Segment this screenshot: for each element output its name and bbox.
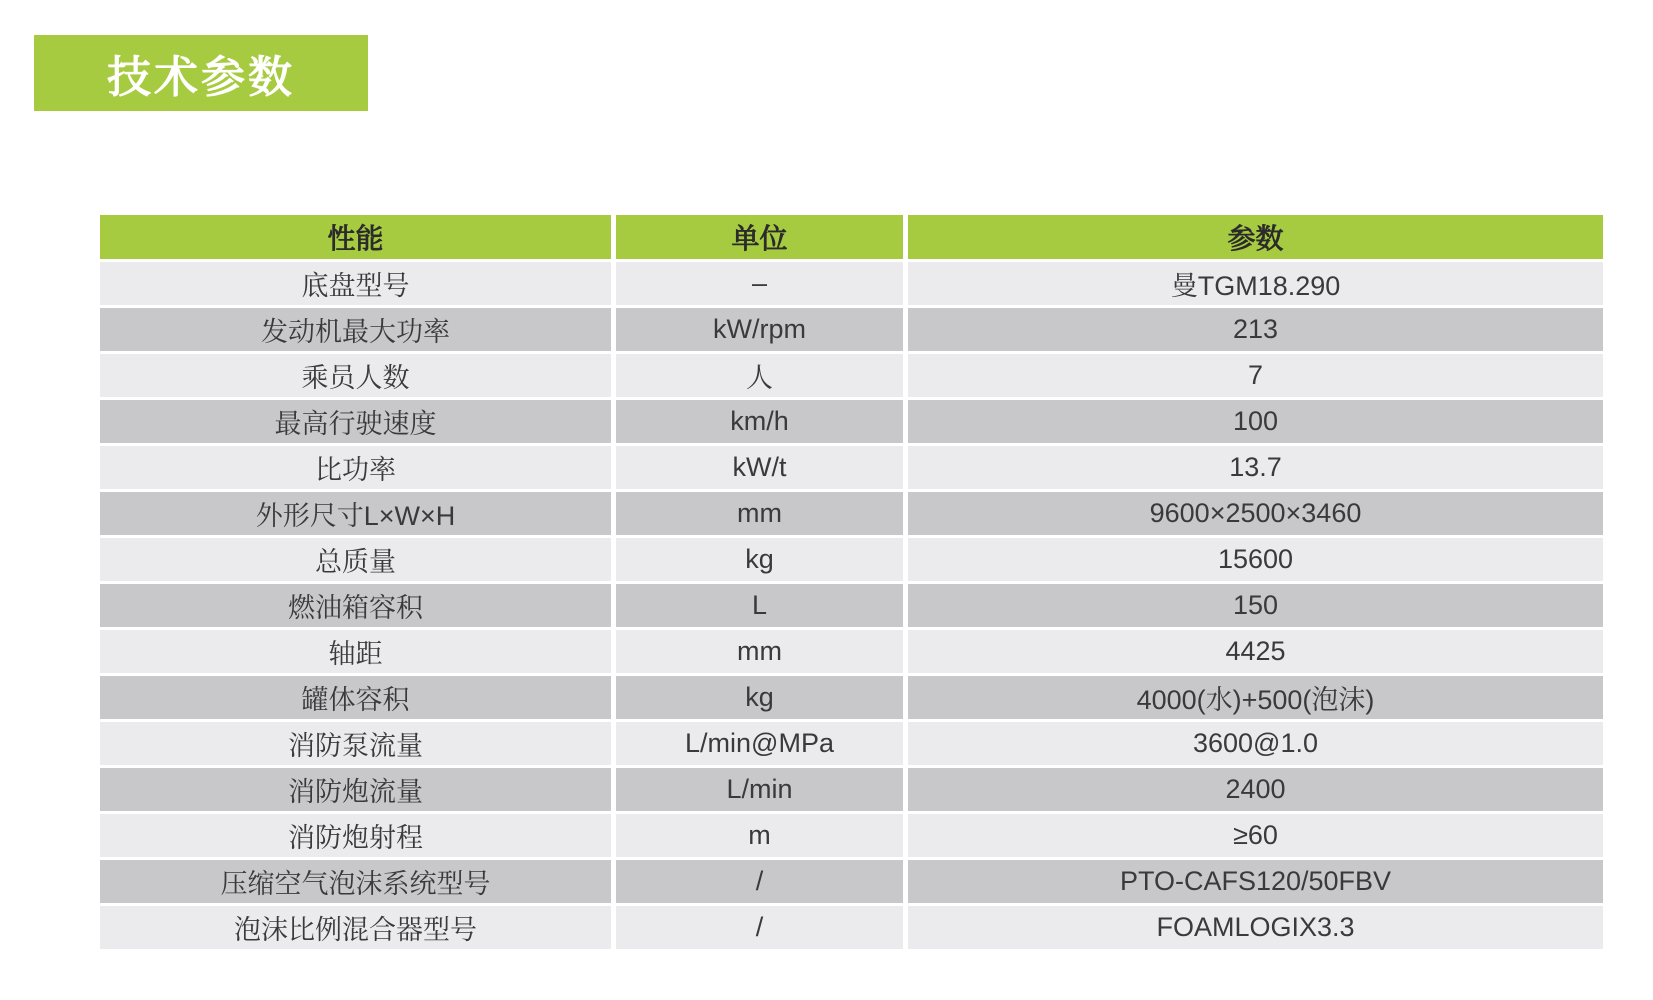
spec-name: 消防炮流量	[100, 768, 611, 811]
spec-value: 4425	[908, 630, 1603, 673]
spec-name: 乘员人数	[100, 354, 611, 397]
spec-name: 泡沫比例混合器型号	[100, 906, 611, 949]
spec-name: 压缩空气泡沫系统型号	[100, 860, 611, 903]
spec-value: 2400	[908, 768, 1603, 811]
spec-name: 总质量	[100, 538, 611, 581]
spec-name: 燃油箱容积	[100, 584, 611, 627]
spec-value: PTO-CAFS120/50FBV	[908, 860, 1603, 903]
spec-unit: mm	[616, 630, 903, 673]
spec-unit: kg	[616, 538, 903, 581]
spec-unit: L/min@MPa	[616, 722, 903, 765]
spec-name: 罐体容积	[100, 676, 611, 719]
spec-unit: kg	[616, 676, 903, 719]
column-header-parameter: 参数	[908, 215, 1603, 259]
spec-name: 外形尺寸L×W×H	[100, 492, 611, 535]
column-header-unit: 单位	[616, 215, 903, 259]
spec-name: 最高行驶速度	[100, 400, 611, 443]
spec-name: 消防炮射程	[100, 814, 611, 857]
spec-value: 4000(水)+500(泡沫)	[908, 676, 1603, 719]
spec-value: ≥60	[908, 814, 1603, 857]
section-title-banner	[34, 35, 368, 111]
spec-value: 7	[908, 354, 1603, 397]
spec-value: 13.7	[908, 446, 1603, 489]
column-header-performance: 性能	[100, 215, 611, 259]
spec-unit: /	[616, 906, 903, 949]
section-title: 技术参数	[107, 53, 295, 102]
spec-unit: km/h	[616, 400, 903, 443]
spec-unit: –	[616, 262, 903, 305]
spec-unit: kW/rpm	[616, 308, 903, 351]
spec-unit: 人	[616, 354, 903, 397]
spec-table	[100, 215, 1603, 949]
spec-value: FOAMLOGIX3.3	[908, 906, 1603, 949]
spec-unit: kW/t	[616, 446, 903, 489]
spec-unit: /	[616, 860, 903, 903]
spec-unit: L	[616, 584, 903, 627]
spec-value: 9600×2500×3460	[908, 492, 1603, 535]
spec-value: 曼TGM18.290	[908, 262, 1603, 305]
spec-value: 3600@1.0	[908, 722, 1603, 765]
spec-unit: L/min	[616, 768, 903, 811]
spec-name: 比功率	[100, 446, 611, 489]
spec-name: 消防泵流量	[100, 722, 611, 765]
spec-name: 发动机最大功率	[100, 308, 611, 351]
spec-value: 150	[908, 584, 1603, 627]
spec-value: 15600	[908, 538, 1603, 581]
spec-unit: mm	[616, 492, 903, 535]
spec-unit: m	[616, 814, 903, 857]
spec-name: 底盘型号	[100, 262, 611, 305]
spec-value: 100	[908, 400, 1603, 443]
spec-name: 轴距	[100, 630, 611, 673]
spec-value: 213	[908, 308, 1603, 351]
